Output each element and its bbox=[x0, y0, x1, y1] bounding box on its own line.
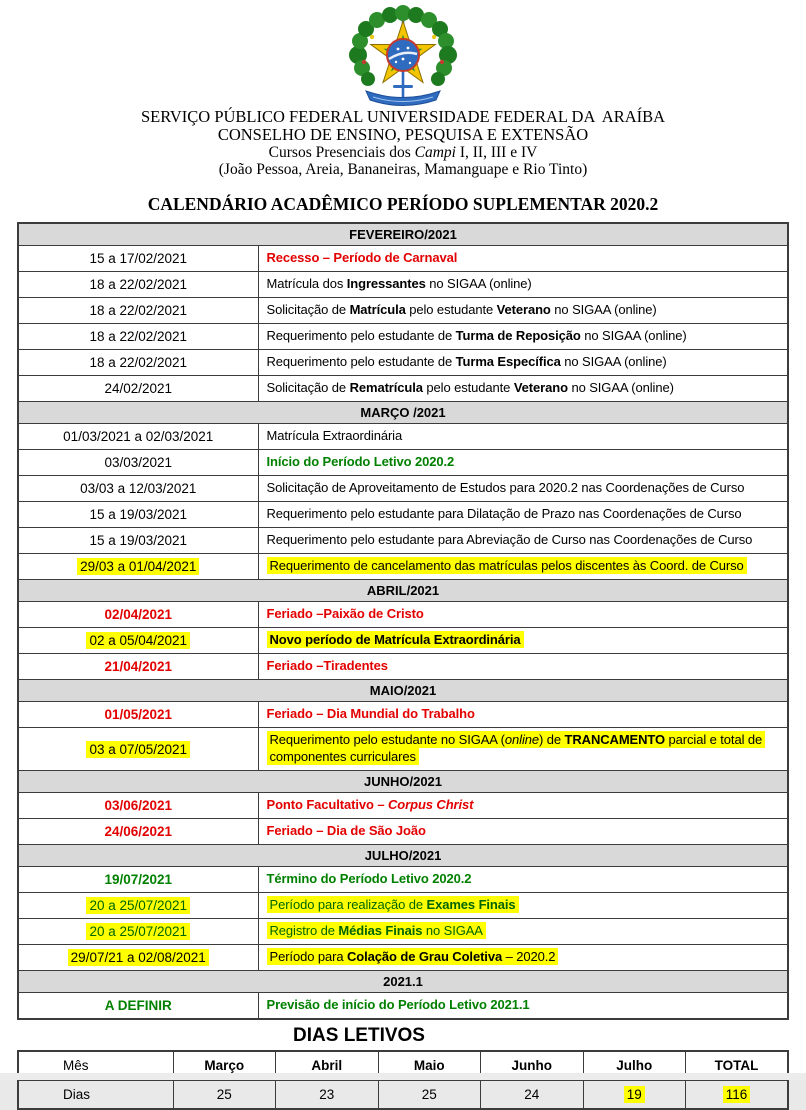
event-description: Ponto Facultativo – Corpus Christ bbox=[258, 793, 788, 819]
event-date: 02 a 05/04/2021 bbox=[18, 628, 258, 654]
calendar-row bbox=[18, 502, 788, 528]
event-description: Requerimento pelo estudante para Dilatação de Prazo nas Coordenações de Curso bbox=[258, 502, 788, 528]
calendar-table bbox=[17, 222, 789, 1020]
event-date: 24/02/2021 bbox=[18, 376, 258, 402]
event-description: Registro de Médias Finais no SIGAA bbox=[258, 919, 788, 945]
dias-month-header: Março bbox=[173, 1051, 276, 1080]
event-date: 01/03/2021 a 02/03/2021 bbox=[18, 424, 258, 450]
event-description: Feriado –Paixão de Cristo bbox=[258, 602, 788, 628]
event-date: 03/03 a 12/03/2021 bbox=[18, 476, 258, 502]
calendar-row bbox=[18, 602, 788, 628]
event-date: 21/04/2021 bbox=[18, 654, 258, 680]
event-description: Requerimento pelo estudante de Turma de Reposição no SIGAA (online) bbox=[258, 324, 788, 350]
month-header: JULHO/2021 bbox=[18, 845, 788, 867]
page-title: CALENDÁRIO ACADÊMICO PERÍODO SUPLEMENTAR 2020.2 bbox=[147, 194, 659, 215]
org-line-2: CONSELHO DE ENSINO, PESQUISA E EXTENSÃO bbox=[217, 125, 589, 145]
event-description: Novo período de Matrícula Extraordinária bbox=[258, 628, 788, 654]
dias-value: 19 bbox=[583, 1080, 686, 1109]
calendar-row bbox=[18, 246, 788, 272]
event-date: 15 a 19/03/2021 bbox=[18, 502, 258, 528]
event-description: Requerimento pelo estudante de Turma Específica no SIGAA (online) bbox=[258, 350, 788, 376]
month-header: MAIO/2021 bbox=[18, 680, 788, 702]
dias-row-label: Dias bbox=[18, 1080, 173, 1109]
event-description: Requerimento pelo estudante para Abreviação de Curso nas Coordenações de Curso bbox=[258, 528, 788, 554]
event-date: 29/07/21 a 02/08/2021 bbox=[18, 945, 258, 971]
calendar-row bbox=[18, 272, 788, 298]
month-header: MARÇO /2021 bbox=[18, 402, 788, 424]
month-header: JUNHO/2021 bbox=[18, 771, 788, 793]
event-description: Requerimento pelo estudante no SIGAA (online) de TRANCAMENTO parcial e total de componentes curriculares bbox=[258, 728, 788, 771]
calendar-row bbox=[18, 893, 788, 919]
dias-value: 25 bbox=[173, 1080, 276, 1109]
event-description: Feriado – Dia Mundial do Trabalho bbox=[258, 702, 788, 728]
page-bottom-edge bbox=[0, 1073, 806, 1080]
calendar-row bbox=[18, 654, 788, 680]
calendar-row bbox=[18, 993, 788, 1019]
calendar-row bbox=[18, 376, 788, 402]
calendar-row bbox=[18, 702, 788, 728]
event-description: Matrícula Extraordinária bbox=[258, 424, 788, 450]
calendar-row bbox=[18, 554, 788, 580]
event-date: 24/06/2021 bbox=[18, 819, 258, 845]
event-date: 03/06/2021 bbox=[18, 793, 258, 819]
dias-values-row bbox=[18, 1080, 788, 1109]
dias-value: 24 bbox=[481, 1080, 584, 1109]
event-date: 01/05/2021 bbox=[18, 702, 258, 728]
org-line-3: Cursos Presenciais dos Campi I, II, III e IV bbox=[268, 144, 538, 162]
event-description: Feriado –Tiradentes bbox=[258, 654, 788, 680]
month-section-row bbox=[18, 771, 788, 793]
event-description: Feriado – Dia de São João bbox=[258, 819, 788, 845]
calendar-row bbox=[18, 298, 788, 324]
event-date: 18 a 22/02/2021 bbox=[18, 298, 258, 324]
event-description: Solicitação de Matrícula pelo estudante Veterano no SIGAA (online) bbox=[258, 298, 788, 324]
calendar-row bbox=[18, 819, 788, 845]
event-description: Previsão de início do Período Letivo 2021.1 bbox=[258, 993, 788, 1019]
dias-value: 116 bbox=[686, 1080, 789, 1109]
event-date: 15 a 17/02/2021 bbox=[18, 246, 258, 272]
event-description: Requerimento de cancelamento das matrículas pelos discentes às Coord. de Curso bbox=[258, 554, 788, 580]
calendar-row bbox=[18, 476, 788, 502]
event-description: Solicitação de Aproveitamento de Estudos para 2020.2 nas Coordenações de Curso bbox=[258, 476, 788, 502]
calendar-row bbox=[18, 450, 788, 476]
dias-value: 25 bbox=[378, 1080, 481, 1109]
event-date: 15 a 19/03/2021 bbox=[18, 528, 258, 554]
event-description: Término do Período Letivo 2020.2 bbox=[258, 867, 788, 893]
org-line-1: SERVIÇO PÚBLICO FEDERAL UNIVERSIDADE FEDERAL DA ARAÍBA bbox=[140, 107, 666, 126]
event-date: 02/04/2021 bbox=[18, 602, 258, 628]
event-date: 19/07/2021 bbox=[18, 867, 258, 893]
event-date: 03/03/2021 bbox=[18, 450, 258, 476]
event-date: 03 a 07/05/2021 bbox=[18, 728, 258, 771]
event-description: Solicitação de Rematrícula pelo estudante Veterano no SIGAA (online) bbox=[258, 376, 788, 402]
dias-letivos-title: DIAS LETIVOS bbox=[293, 1025, 425, 1047]
event-date: 20 a 25/07/2021 bbox=[18, 893, 258, 919]
calendar-row bbox=[18, 945, 788, 971]
month-section-row bbox=[18, 402, 788, 424]
event-description: Recesso – Período de Carnaval bbox=[258, 246, 788, 272]
dias-month-header: Junho bbox=[481, 1051, 584, 1080]
event-date: 18 a 22/02/2021 bbox=[18, 324, 258, 350]
calendar-row bbox=[18, 728, 788, 771]
event-description: Período para realização de Exames Finais bbox=[258, 893, 788, 919]
month-section-row bbox=[18, 223, 788, 246]
coat-of-arms-icon bbox=[0, 6, 806, 108]
month-section-row bbox=[18, 680, 788, 702]
month-section-row bbox=[18, 845, 788, 867]
event-description: Período para Colação de Grau Coletiva – 2020.2 bbox=[258, 945, 788, 971]
calendar-row bbox=[18, 867, 788, 893]
month-section-row bbox=[18, 971, 788, 993]
document-header bbox=[0, 0, 806, 215]
calendar-row bbox=[18, 628, 788, 654]
dias-month-header: Abril bbox=[276, 1051, 379, 1080]
event-date: 20 a 25/07/2021 bbox=[18, 919, 258, 945]
event-date: 18 a 22/02/2021 bbox=[18, 272, 258, 298]
dias-month-header: TOTAL bbox=[686, 1051, 789, 1080]
event-description: Início do Período Letivo 2020.2 bbox=[258, 450, 788, 476]
dias-row-label: Mês bbox=[18, 1051, 173, 1080]
event-date: A DEFINIR bbox=[18, 993, 258, 1019]
dias-value: 23 bbox=[276, 1080, 379, 1109]
dias-letivos-table bbox=[17, 1050, 789, 1110]
event-date: 18 a 22/02/2021 bbox=[18, 350, 258, 376]
dias-month-header: Julho bbox=[583, 1051, 686, 1080]
org-line-4: (João Pessoa, Areia, Bananeiras, Mamanguape e Rio Tinto) bbox=[218, 161, 588, 179]
month-header: ABRIL/2021 bbox=[18, 580, 788, 602]
event-date: 29/03 a 01/04/2021 bbox=[18, 554, 258, 580]
calendar-row bbox=[18, 350, 788, 376]
calendar-row bbox=[18, 793, 788, 819]
calendar-row bbox=[18, 919, 788, 945]
dias-month-header: Maio bbox=[378, 1051, 481, 1080]
month-header: FEVEREIRO/2021 bbox=[18, 223, 788, 246]
calendar-row bbox=[18, 528, 788, 554]
calendar-row bbox=[18, 424, 788, 450]
event-description: Matrícula dos Ingressantes no SIGAA (online) bbox=[258, 272, 788, 298]
month-section-row bbox=[18, 580, 788, 602]
calendar-row bbox=[18, 324, 788, 350]
month-header: 2021.1 bbox=[18, 971, 788, 993]
